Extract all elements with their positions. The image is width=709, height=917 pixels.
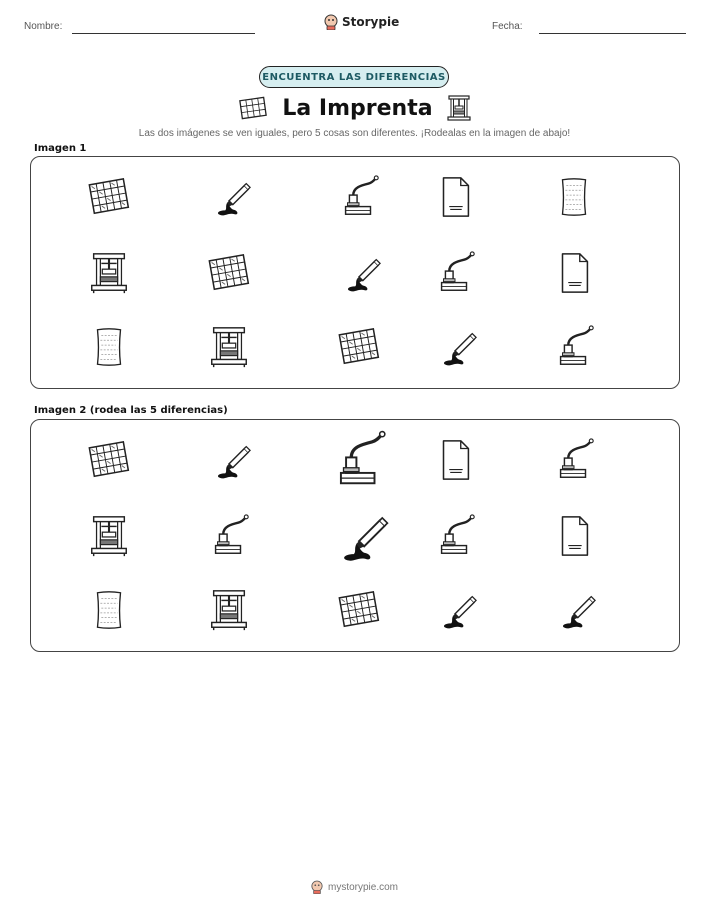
icon-cell (206, 174, 252, 220)
instructions: Las dos imágenes se ven iguales, pero 5 cosas son diferentes. ¡Rodealas en la imagen de abajo! (138, 128, 571, 139)
type-tray-icon (336, 324, 382, 370)
icon-cell[interactable] (86, 437, 132, 483)
icon-cell (432, 324, 478, 370)
press-icon (206, 587, 252, 633)
storypie-logo-icon (311, 880, 323, 894)
embosser-icon (432, 513, 478, 559)
icon-cell[interactable] (432, 513, 478, 559)
footer-url[interactable]: mystorypie.com (327, 881, 398, 893)
title-row (0, 92, 709, 124)
name-field[interactable] (72, 33, 255, 34)
icon-cell[interactable] (206, 513, 252, 559)
paper-sheet-icon (551, 513, 597, 559)
ink-tube-icon (206, 174, 252, 220)
icon-cell[interactable] (432, 437, 478, 483)
image1-panel (30, 156, 680, 389)
parchment-icon (86, 324, 132, 370)
icon-cell[interactable] (551, 587, 597, 633)
parchment-icon (551, 174, 597, 220)
embosser-icon (206, 513, 252, 559)
parchment-icon (86, 587, 132, 633)
icon-cell (551, 250, 597, 296)
embosser-icon (432, 250, 478, 296)
icon-cell[interactable] (206, 437, 252, 483)
storypie-logo-icon (324, 14, 338, 30)
embosser-icon (336, 174, 382, 220)
ink-tube-icon (206, 437, 252, 483)
icon-cell (551, 174, 597, 220)
icon-cell[interactable] (86, 587, 132, 633)
activity-badge: ENCUENTRA LAS DIFERENCIAS (259, 66, 449, 88)
icon-cell (336, 174, 382, 220)
ink-tube-icon (432, 324, 478, 370)
paper-sheet-icon (551, 250, 597, 296)
image2-label: Imagen 2 (rodea las 5 diferencias) (34, 405, 228, 416)
brand (324, 14, 399, 30)
paper-sheet-icon (432, 437, 478, 483)
type-tray-icon (238, 96, 268, 120)
image1-label: Imagen 1 (34, 143, 87, 154)
brand-name: Storypie (342, 15, 400, 29)
icon-cell (336, 250, 382, 296)
page-title: La Imprenta (282, 95, 433, 121)
press-icon (447, 94, 471, 122)
type-tray-icon (336, 587, 382, 633)
worksheet-header (0, 14, 709, 44)
icon-cell[interactable] (551, 437, 597, 483)
embosser-icon (328, 429, 390, 491)
image2-panel[interactable] (30, 419, 680, 652)
icon-cell (86, 250, 132, 296)
icon-cell (432, 250, 478, 296)
icon-cell (432, 174, 478, 220)
icon-cell (206, 250, 252, 296)
ink-tube-icon (328, 505, 390, 567)
paper-sheet-icon (432, 174, 478, 220)
press-icon (206, 324, 252, 370)
date-label: Fecha: (492, 21, 523, 32)
icon-cell (551, 324, 597, 370)
icon-cell[interactable] (551, 513, 597, 559)
icon-cell[interactable] (86, 513, 132, 559)
press-icon (86, 513, 132, 559)
press-icon (86, 250, 132, 296)
icon-cell (336, 324, 382, 370)
date-field[interactable] (539, 33, 686, 34)
icon-cell (86, 174, 132, 220)
ink-tube-icon (432, 587, 478, 633)
icon-cell[interactable] (432, 587, 478, 633)
embosser-icon (551, 437, 597, 483)
icon-cell[interactable] (328, 429, 390, 491)
icon-cell[interactable] (206, 587, 252, 633)
icon-cell[interactable] (328, 505, 390, 567)
name-label: Nombre: (24, 21, 63, 32)
icon-cell[interactable] (336, 587, 382, 633)
ink-tube-icon (551, 587, 597, 633)
footer (0, 880, 709, 894)
embosser-icon (551, 324, 597, 370)
type-tray-icon (86, 437, 132, 483)
icon-cell (206, 324, 252, 370)
type-tray-icon (86, 174, 132, 220)
type-tray-icon (206, 250, 252, 296)
icon-cell (86, 324, 132, 370)
ink-tube-icon (336, 250, 382, 296)
